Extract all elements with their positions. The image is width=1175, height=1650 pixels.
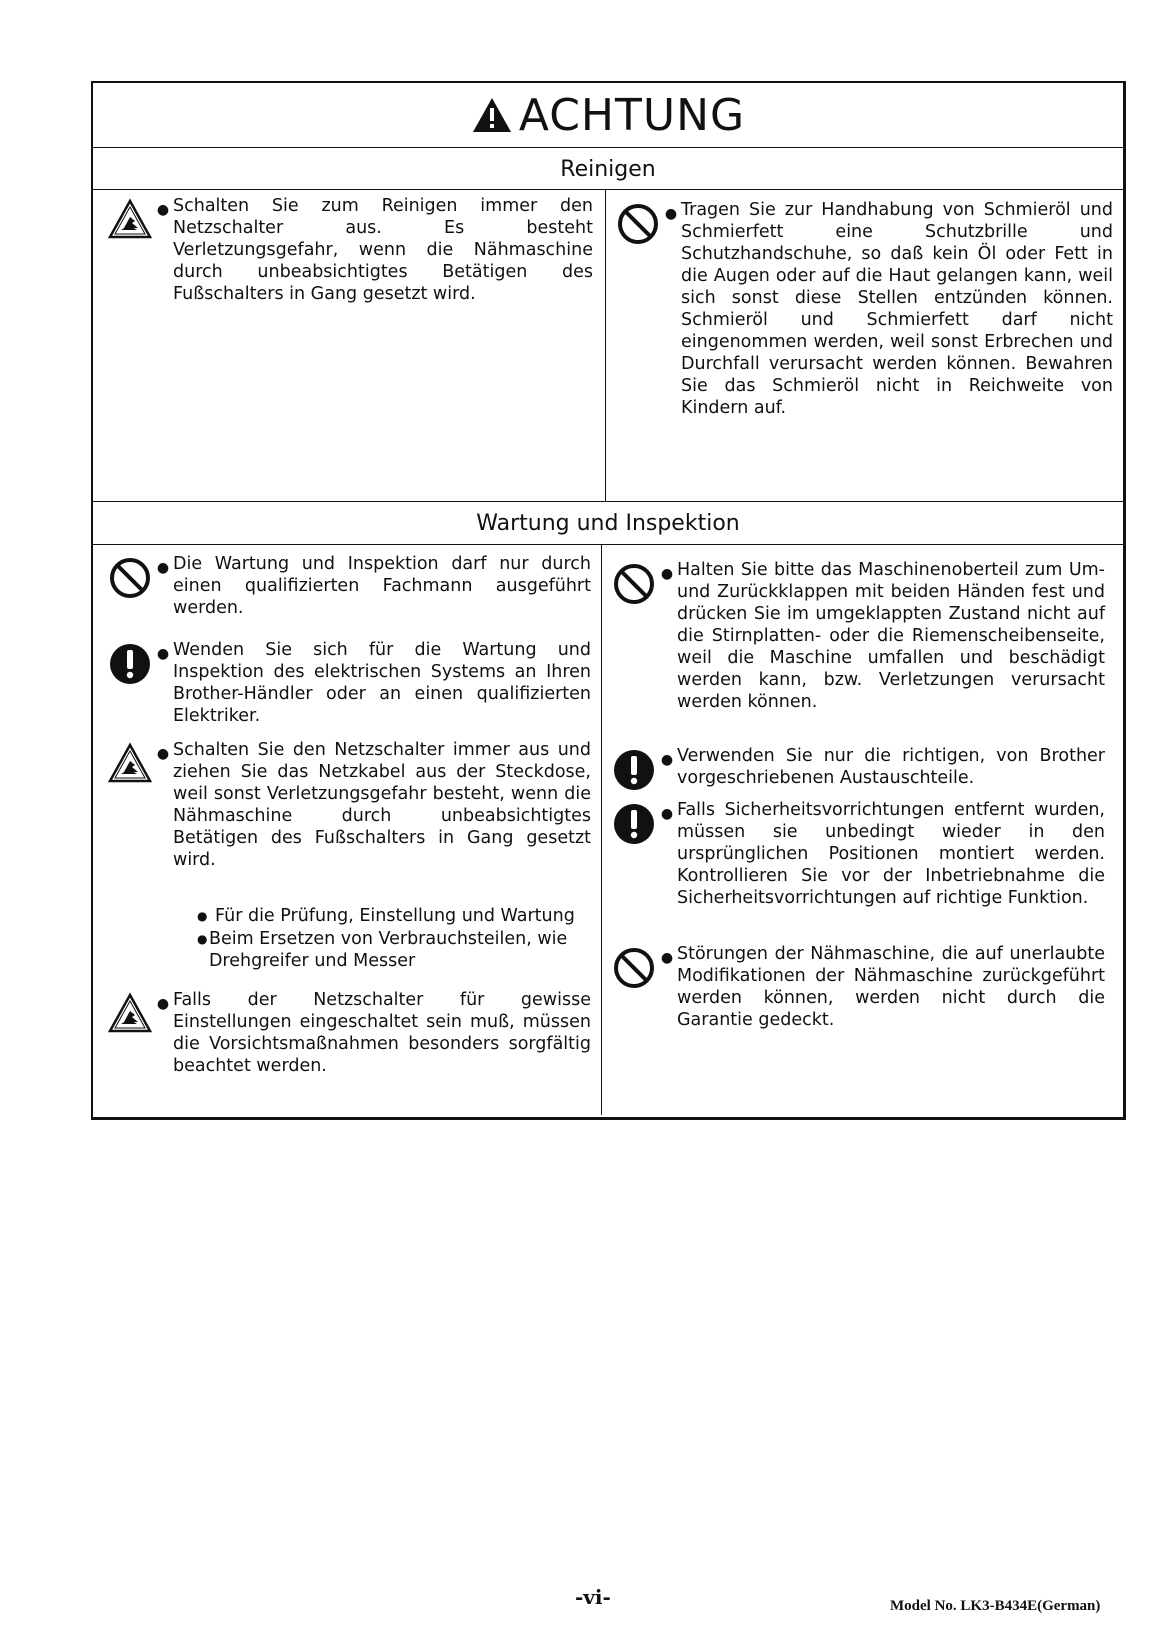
notice-item (107, 195, 593, 305)
notice-item (611, 943, 1105, 1031)
notice-item (107, 989, 591, 1077)
section-heading-wartung: Wartung und Inspektion (93, 501, 1123, 545)
bullet: ● (660, 566, 674, 582)
prohibition-icon (107, 555, 153, 601)
prohibition-icon (615, 201, 661, 247)
notice-item (611, 745, 1105, 793)
notice-text: Schalten Sie den Netzschalter immer aus und ziehen Sie das Netzkabel aus der Steckdose, weil sonst Verletzungsgefahr besteht, wenn die Nähmaschine durch unbeabsichtigtes Betätigen des Fußschalters in Gang gesetzt wird. (173, 740, 591, 870)
hand-hazard-icon (107, 197, 153, 243)
bullet: ● (197, 909, 208, 923)
bullet: ● (660, 950, 674, 966)
warning-box (91, 81, 1126, 1120)
bullet: ● (156, 560, 170, 576)
hand-hazard-icon (107, 741, 153, 787)
bullet: ● (156, 746, 170, 762)
notice-text: Falls Sicherheitsvorrichtungen entfernt wurden, müssen sie unbedingt wieder in den ursprünglichen Positionen montiert werden. Kontrollieren Sie vor der Inbetriebnahme die Sicherheitsvorrichtungen auf richtige Funktion. (677, 800, 1105, 908)
page-title: ACHTUNG (518, 89, 746, 141)
page-number: -vi- (575, 1585, 611, 1609)
bullet: ● (660, 752, 674, 768)
sub-item-text: Beim Ersetzen von Verbrauchsteilen, wie Drehgreifer und Messer (208, 929, 568, 971)
sub-item-text: Für die Prüfung, Einstellung und Wartung (215, 906, 575, 926)
hand-hazard-icon (107, 991, 153, 1037)
notice-text: Wenden Sie sich für die Wartung und Inspektion des elektrischen Systems an Ihren Brother-Händler oder an einen qualifizierten Elektriker. (173, 640, 591, 726)
sub-list-item (197, 905, 587, 927)
notice-text: Störungen der Nähmaschine, die auf unerlaubte Modifikationen der Nähmaschine zurückgeführt werden können, werden nicht durch die Garantie gedeckt. (677, 944, 1105, 1030)
sub-list-item (197, 928, 587, 972)
mandatory-exclamation-icon (107, 641, 153, 687)
section-heading-reinigen: Reinigen (93, 149, 1123, 190)
prohibition-icon (611, 945, 657, 991)
model-number: Model No. LK3-B434E(German) (890, 1598, 1101, 1614)
title-bar (93, 83, 1123, 148)
notice-item (611, 559, 1105, 713)
notice-item (107, 639, 591, 727)
bullet: ● (660, 806, 674, 822)
column-divider (605, 190, 606, 501)
notice-item (615, 199, 1113, 419)
notice-text: Verwenden Sie nur die richtigen, von Brother vorgeschriebenen Austauschteile. (677, 746, 1105, 788)
notice-text: Tragen Sie zur Handhabung von Schmieröl und Schmierfett eine Schutzbrille und Schutzhandschuhe, so daß kein Öl oder Fett in die Augen oder auf die Haut gelangen kann, weil sich sonst diese Stellen entzünden können. Schmieröl und Schmierfett darf nicht eingenommen werden, weil sonst Erbrechen und Durchfall verursacht werden können. Bewahren Sie das Schmieröl nicht in Reichweite von Kindern auf. (681, 200, 1113, 418)
warning-triangle-icon (471, 96, 513, 134)
mandatory-exclamation-icon (611, 801, 657, 847)
bullet: ● (156, 646, 170, 662)
notice-item (107, 553, 591, 619)
bullet: ● (197, 932, 208, 946)
notice-item (107, 739, 591, 871)
notice-text: Halten Sie bitte das Maschinenoberteil zum Um- und Zurückklappen mit beiden Händen fest und drücken Sie im umgeklappten Zustand nicht auf die Stirnplatten- oder die Riemenscheibenseite, weil die Maschine umfallen und beschädigt werden kann, bzw. Verletzungen verursacht werden können. (677, 560, 1105, 712)
notice-text: Falls der Netzschalter für gewisse Einstellungen eingeschaltet sein muß, müssen die Vorsichtsmaßnahmen besonders sorgfältig beachtet werden. (173, 990, 591, 1076)
notice-text: Die Wartung und Inspektion darf nur durch einen qualifizierten Fachmann ausgeführt werden. (173, 554, 591, 618)
notice-item (611, 799, 1105, 909)
notice-text: Schalten Sie zum Reinigen immer den Netzschalter aus. Es besteht Verletzungsgefahr, wenn die Nähmaschine durch unbeabsichtigtes Betätigen des Fußschalters in Gang gesetzt wird. (173, 196, 593, 304)
bullet: ● (156, 996, 170, 1012)
column-divider (601, 545, 602, 1115)
bullet: ● (664, 206, 678, 222)
mandatory-exclamation-icon (611, 747, 657, 793)
bullet: ● (156, 202, 170, 218)
prohibition-icon (611, 561, 657, 607)
